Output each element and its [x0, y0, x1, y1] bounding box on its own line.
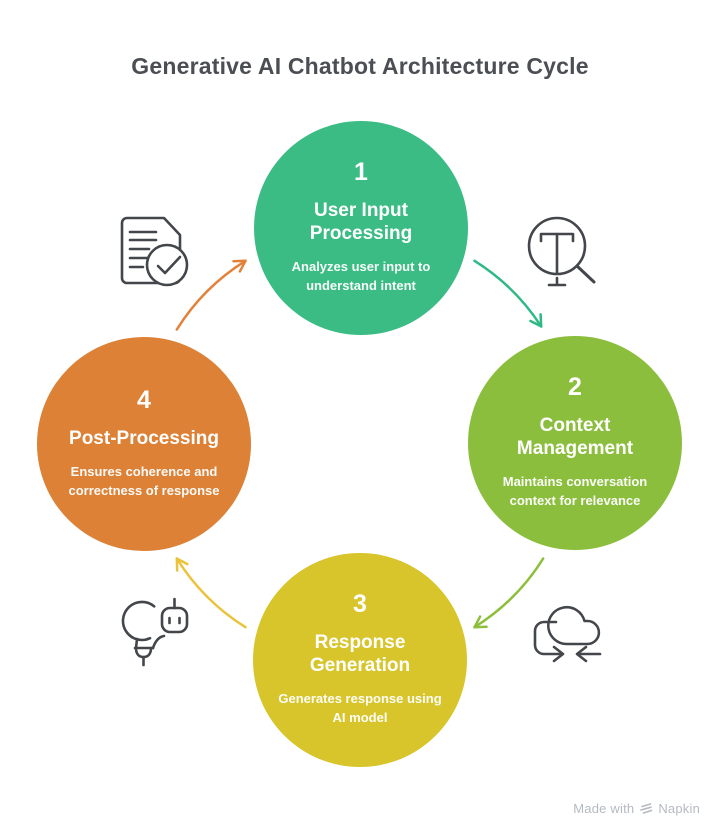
step-circle-2	[468, 336, 682, 550]
step-title: Context Management	[516, 414, 634, 460]
step-title: Response Generation	[309, 631, 411, 677]
watermark-brand: Napkin	[658, 801, 700, 816]
step-number: 3	[353, 589, 367, 618]
step-circle-1	[254, 121, 468, 335]
document-check-icon	[119, 215, 189, 287]
lightbulb-robot-icon	[116, 596, 192, 674]
step-circle-3	[253, 553, 467, 767]
page-title: Generative AI Chatbot Architecture Cycle	[131, 53, 589, 79]
text-search-icon	[524, 212, 606, 298]
cloud-merge-icon	[526, 596, 622, 674]
step-description: Analyzes user input to understand intent	[291, 259, 431, 294]
watermark-prefix: Made with	[573, 801, 635, 816]
step-number: 1	[354, 157, 368, 186]
step-title: User Input Processing	[309, 199, 413, 245]
step-description: Maintains conversation context for relevance	[502, 474, 648, 509]
step-number: 4	[137, 385, 151, 414]
step-circle-4	[37, 337, 251, 551]
step-title: Post-Processing	[69, 427, 219, 449]
napkin-logo-icon	[639, 802, 653, 815]
step-description: Generates response using AI model	[278, 691, 442, 726]
step-description: Ensures coherence and correctness of response	[68, 463, 220, 498]
step-number: 2	[568, 372, 582, 401]
napkin-watermark	[573, 801, 700, 816]
